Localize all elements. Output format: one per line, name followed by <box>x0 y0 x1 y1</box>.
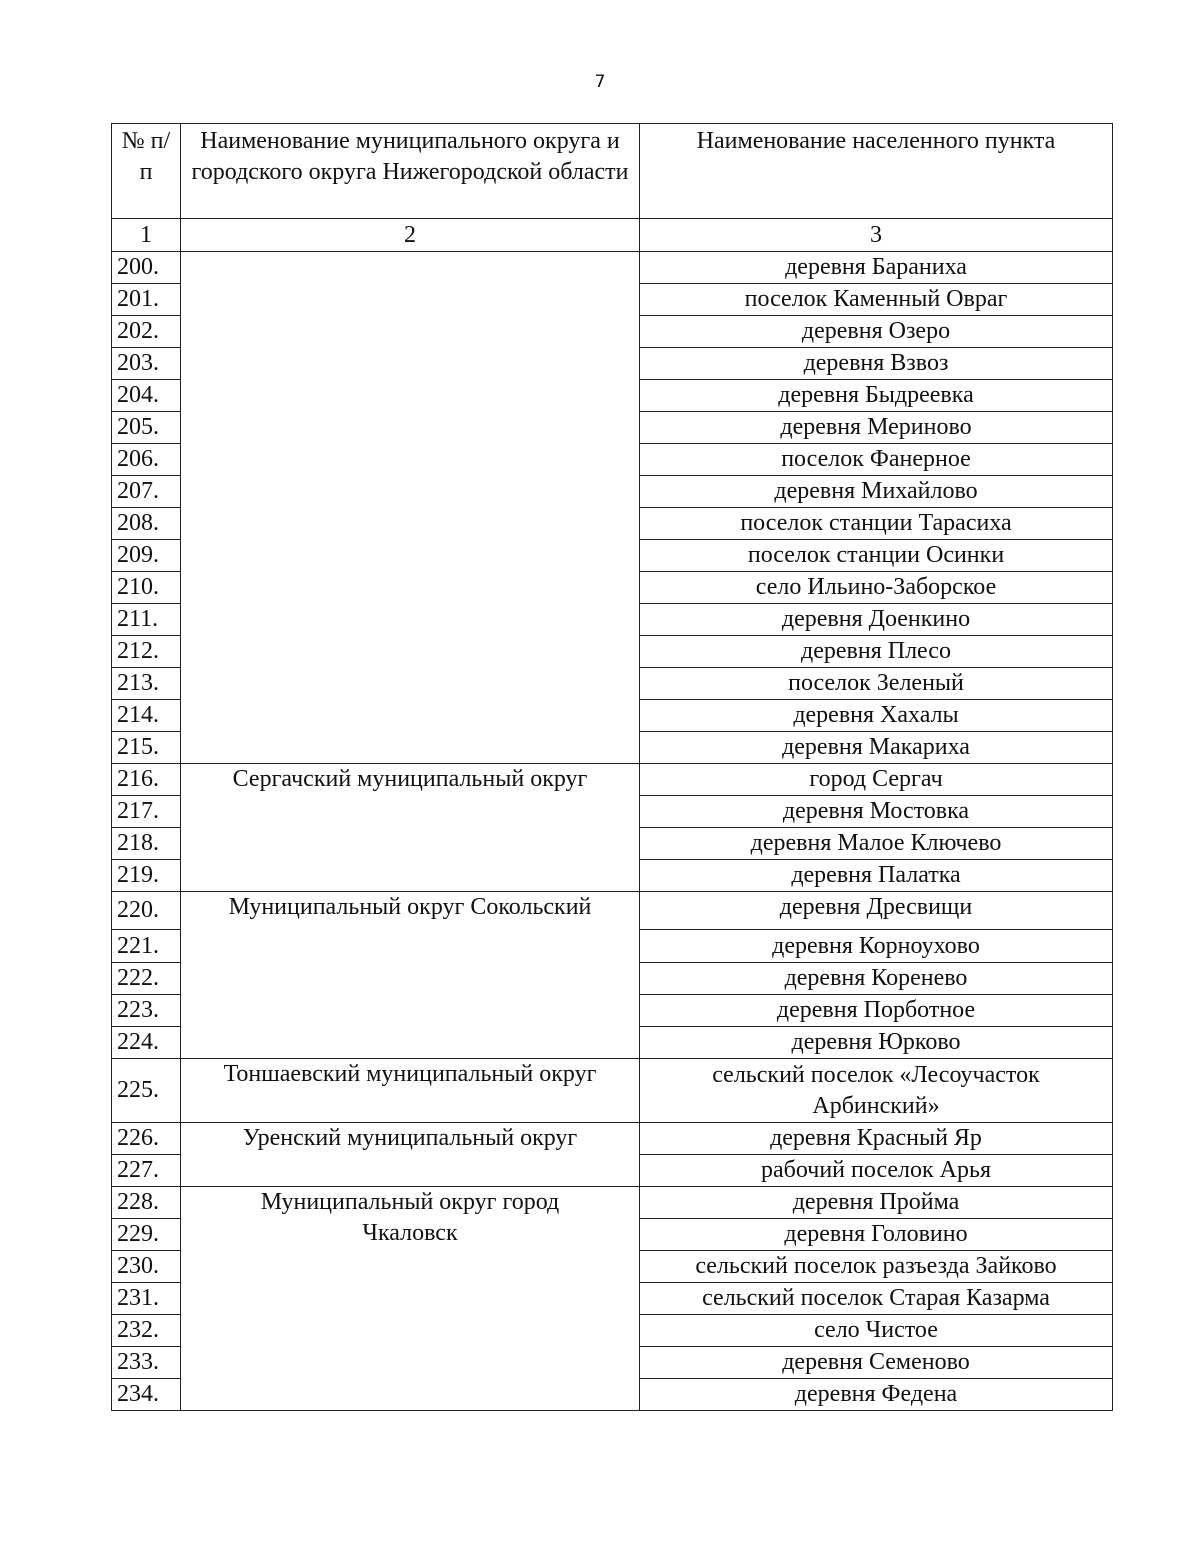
row-number: 216. <box>112 764 181 796</box>
row-number: 203. <box>112 348 181 380</box>
table-row <box>112 892 1113 930</box>
row-number: 229. <box>112 1219 181 1251</box>
place-name: деревня Михайлово <box>640 476 1113 508</box>
row-number: 200. <box>112 252 181 284</box>
row-number: 214. <box>112 700 181 732</box>
place-name: деревня Макариха <box>640 732 1113 764</box>
row-number: 228. <box>112 1187 181 1219</box>
table-header-row <box>112 124 1113 219</box>
district-name: Уренский муниципальный округ <box>181 1123 640 1187</box>
header-place: Наименование населенного пункта <box>640 124 1113 219</box>
place-name: деревня Мостовка <box>640 796 1113 828</box>
place-name: сельский поселок «Лесоучасток Арбинский» <box>640 1059 1113 1123</box>
column-number: 1 <box>112 219 181 252</box>
place-name: поселок Зеленый <box>640 668 1113 700</box>
page-number: 7 <box>594 72 606 92</box>
place-name: деревня Юрково <box>640 1027 1113 1059</box>
row-number: 202. <box>112 316 181 348</box>
table-row <box>112 1059 1113 1123</box>
district-name: Тоншаевский муниципальный округ <box>181 1059 640 1123</box>
row-number: 225. <box>112 1059 181 1123</box>
row-number: 204. <box>112 380 181 412</box>
place-name: село Ильино-Заборское <box>640 572 1113 604</box>
table-row <box>112 1123 1113 1155</box>
place-name: деревня Взвоз <box>640 348 1113 380</box>
place-name: село Чистое <box>640 1315 1113 1347</box>
row-number: 212. <box>112 636 181 668</box>
row-number: 205. <box>112 412 181 444</box>
place-name: поселок станции Осинки <box>640 540 1113 572</box>
place-name: деревня Быдреевка <box>640 380 1113 412</box>
district-name: Муниципальный округ Сокольский <box>181 892 640 1059</box>
place-name: деревня Коренево <box>640 963 1113 995</box>
place-name: город Сергач <box>640 764 1113 796</box>
row-number: 232. <box>112 1315 181 1347</box>
row-number: 219. <box>112 860 181 892</box>
row-number: 213. <box>112 668 181 700</box>
row-number: 234. <box>112 1379 181 1411</box>
row-number: 208. <box>112 508 181 540</box>
table-row <box>112 252 1113 284</box>
row-number: 222. <box>112 963 181 995</box>
district-cell-empty <box>181 252 640 764</box>
place-name: деревня Малое Ключево <box>640 828 1113 860</box>
place-name: деревня Федена <box>640 1379 1113 1411</box>
row-number: 231. <box>112 1283 181 1315</box>
row-number: 218. <box>112 828 181 860</box>
place-name: деревня Плесо <box>640 636 1113 668</box>
row-number: 220. <box>112 892 181 930</box>
place-name: деревня Доенкино <box>640 604 1113 636</box>
header-district: Наименование муниципального округа и городского округа Нижегородской области <box>181 124 640 219</box>
row-number: 221. <box>112 930 181 963</box>
settlements-table <box>111 123 1113 1411</box>
place-name: поселок станции Тарасиха <box>640 508 1113 540</box>
row-number: 226. <box>112 1123 181 1155</box>
row-number: 217. <box>112 796 181 828</box>
place-name: рабочий поселок Арья <box>640 1155 1113 1187</box>
row-number: 224. <box>112 1027 181 1059</box>
place-name: деревня Озеро <box>640 316 1113 348</box>
place-name: деревня Хахалы <box>640 700 1113 732</box>
row-number: 233. <box>112 1347 181 1379</box>
place-name: деревня Головино <box>640 1219 1113 1251</box>
row-number: 230. <box>112 1251 181 1283</box>
header-num: № п/п <box>112 124 181 219</box>
district-name: Муниципальный округ город Чкаловск <box>181 1187 640 1411</box>
place-name: деревня Семеново <box>640 1347 1113 1379</box>
table-row <box>112 764 1113 796</box>
row-number: 206. <box>112 444 181 476</box>
place-name: сельский поселок Старая Казарма <box>640 1283 1113 1315</box>
place-name: деревня Палатка <box>640 860 1113 892</box>
row-number: 209. <box>112 540 181 572</box>
row-number: 215. <box>112 732 181 764</box>
place-name: деревня Красный Яр <box>640 1123 1113 1155</box>
place-name: деревня Бараниха <box>640 252 1113 284</box>
row-number: 227. <box>112 1155 181 1187</box>
place-name: поселок Фанерное <box>640 444 1113 476</box>
row-number: 223. <box>112 995 181 1027</box>
place-name: сельский поселок разъезда Зайково <box>640 1251 1113 1283</box>
column-number: 2 <box>181 219 640 252</box>
row-number: 207. <box>112 476 181 508</box>
row-number: 210. <box>112 572 181 604</box>
row-number: 211. <box>112 604 181 636</box>
row-number: 201. <box>112 284 181 316</box>
place-name: деревня Пройма <box>640 1187 1113 1219</box>
place-name: деревня Порботное <box>640 995 1113 1027</box>
column-number-row <box>112 219 1113 252</box>
place-name: поселок Каменный Овраг <box>640 284 1113 316</box>
district-name: Сергачский муниципальный округ <box>181 764 640 892</box>
place-name: деревня Дресвищи <box>640 892 1113 930</box>
place-name: деревня Мериново <box>640 412 1113 444</box>
table-row <box>112 1187 1113 1219</box>
column-number: 3 <box>640 219 1113 252</box>
place-name: деревня Корноухово <box>640 930 1113 963</box>
